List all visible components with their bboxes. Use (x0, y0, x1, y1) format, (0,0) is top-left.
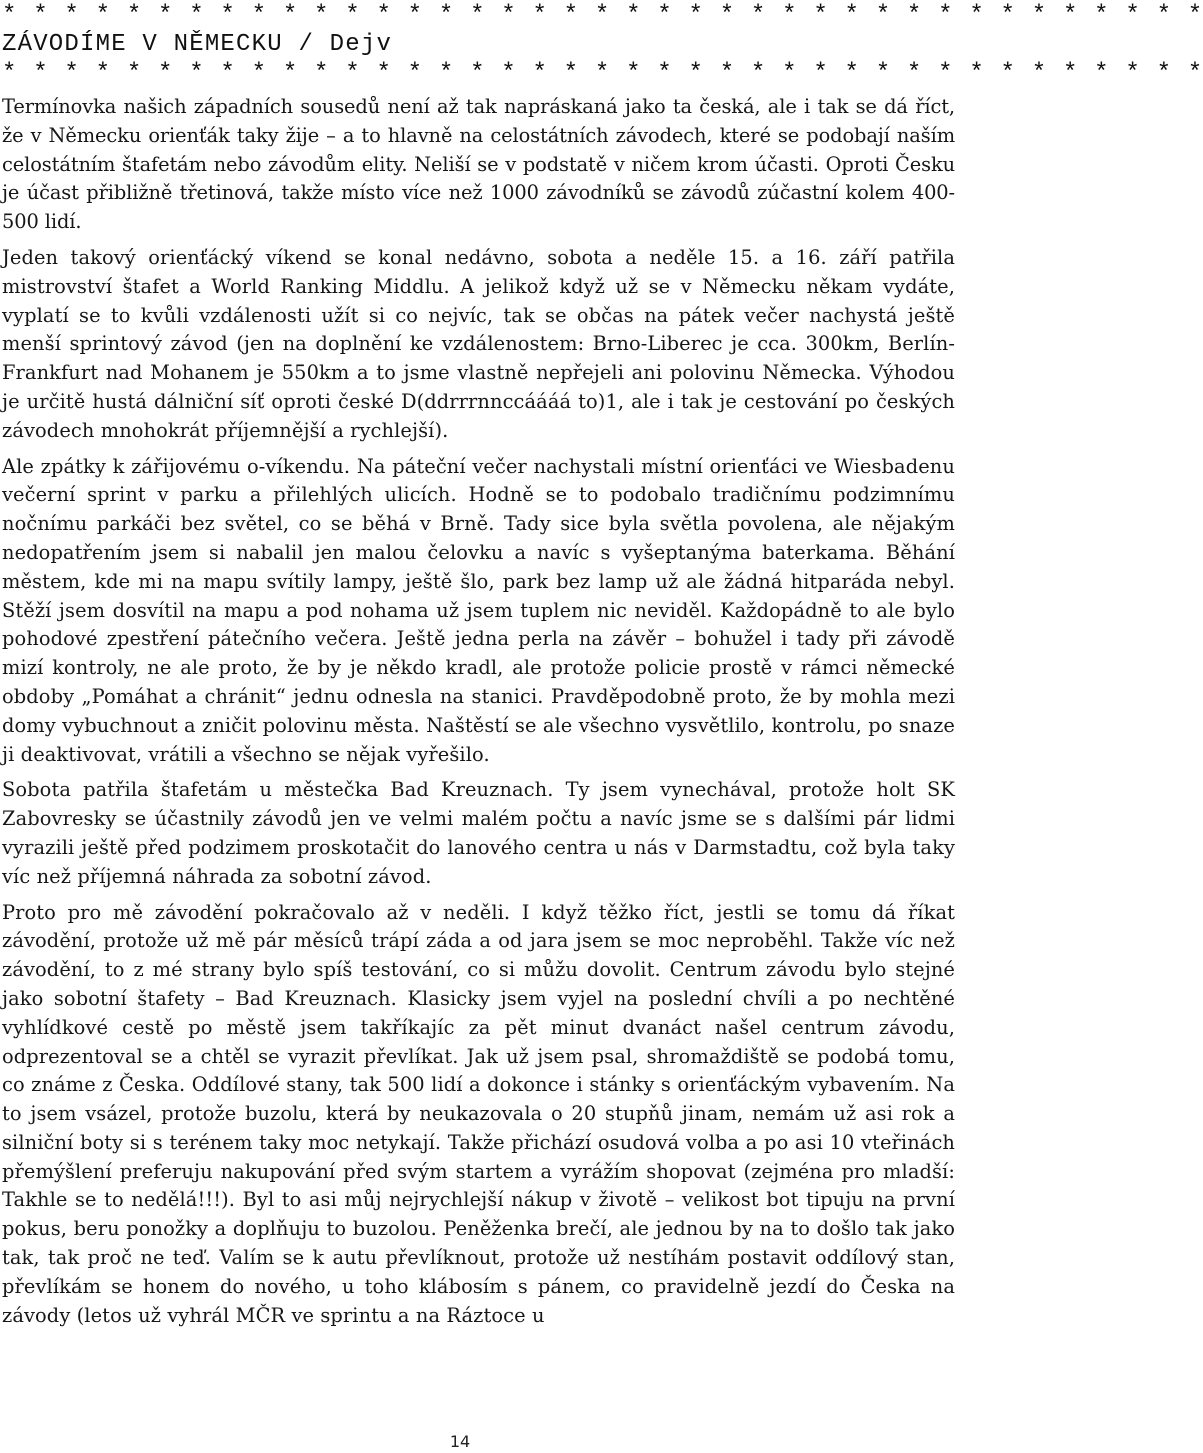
paragraph-sunday-race: Proto pro mě závodění pokračovalo až v neděli. I když těžko říct, jestli se tomu dá říkat závodění, protože už mě pár měsíců trápí záda a od jara jsem se moc neproběhl. Takže víc než závodění, to z mé strany bylo spíš testování, co si můžu dovolit. Centrum závodu bylo stejné jako sobotní štafety – Bad Kreuznach. Klasicky jsem vyjel na poslední chvíli a po nechtěné vyhlídkové cestě po městě jsem takříkajíc za pět minut dvanáct našel centrum závodu, odprezentoval se a chtěl se vyrazit převlíkat. Jak už jsem psal, shromaždiště se podobá tomu, co známe z Česka. Oddílové stany, tak 500 lidí a dokonce i stánky s orienťáckým vybavením. Na to jsem vsázel, protože buzolu, která by neukazovala o 20 stupňů jinam, nemám už asi rok a silniční boty si s terénem taky moc netykají. Takže přichází osudová volba a po asi 10 vteřinách přemýšlení preferuju nakupování před svým startem a vyrážím shopovat (zejména pro mladší: Takhle se to nedělá!!!). Byl to asi můj nejrychlejší nákup v životě – velikost bot tipuju na první pokus, beru ponožky a doplňuju to buzolou. Peněženka brečí, ale jednou by na to došlo tak jako tak, tak proč ne teď. Valím se k autu převlíknout, protože už nestíhám postavit oddílový stan, převlíkám se honem do nového, u toho klábosím s pánem, co pravidelně jezdí do Česka na závody (letos už vyhrál MČR ve sprintu a na Ráztoce u (2, 900, 955, 1327)
paragraph-saturday-relay: Sobota patřila štafetám u městečka Bad Kreuznach. Ty jsem vynechával, protože holt SK Zabovresky se účastnily závodů jen ve velmi malém počtu a navíc jsme se s dalšími pár lidmi vyrazili ještě před podzimem proskotačit do lanového centra u nás v Darmstadtu, což byla taky víc než příjemná náhrada za sobotní závod. (2, 778, 955, 888)
paragraph-intro: Termínovka našich západních sousedů není až tak napráskaná jako ta česká, ale i tak se dá říct, že v Německu orienťák taky žije – a to hlavně na celostátních závodech, které se podobají naším celostátním štafetám nebo závodům elity. Neliší se v podstatě v ničem krom účasti. Oproti Česku je účast přibližně třetinová, takže místo více než 1000 závodníků se závodů zúčastní kolem 400-500 lidí. (2, 95, 955, 234)
paragraph-weekend: Jeden takový orienťácký víkend se konal nedávno, sobota a neděle 15. a 16. září patřila mistrovství štafet a World Ranking Middlu. A jelikož když už se v Německu někam vydáte, vyplatí se to kvůli vzdálenosti užít si co nejvíc, tak se občas na pátek večer nachystá ještě menší sprintový závod (jen na doplnění ke vzdálenostem: Brno-Liberec je cca. 300km, Berlín-Frankfurt nad Mohanem je 550km a to jsme vlastně nepřejeli ani polovinu Německa. Výhodou je určitě hustá dálniční síť oproti české D(ddrrrnnccáááá to)1, ale i tak je cestování po českých závodech mnohokrát příjemnější a rychlejší). (2, 245, 955, 442)
paragraph-friday-sprint: Ale zpátky k zářijovému o-víkendu. Na páteční večer nachystali místní orienťáci ve Wiesbadenu večerní sprint v parku a přilehlých ulicích. Hodně se to podobalo tradičnímu podzimnímu nočnímu parkáči bez světel, co se běhá v Brně. Tady sice byla světla povolena, ale nějakým nedopatřením jsem si nabalil jen malou čelovku a navíc s vyšeptanýma baterkama. Běhání městem, kde mi na mapu svítily lampy, ještě šlo, park bez lamp už ale žádná hitparáda nebyl. Stěží jsem dosvítil na mapu a pod nohama už jsem tuplem nic neviděl. Každopádně to ale bylo pohodové zpestření pátečního večera. Ještě jedna perla na závěr – bohužel i tady při závodě mizí kontroly, ne ale proto, že by je někdo kradl, ale protože policie prostě v rámci německé obdoby „Pomáhat a chránit“ jednu odnesla na stanici. Pravděpodobně proto, že by mohla mezi domy vybuchnout a zničit polovinu města. Naštěstí se ale všechno vysvětlilo, kontrolu, po snaze ji deaktivovat, vrátili a všechno se nějak vyřešilo. (2, 454, 955, 766)
header-stars-top: * * * * * * * * * * * * * * * * * * * * * * * * * * * * * * * * * * * * * * * (2, 2, 1203, 29)
header-stars-bottom: * * * * * * * * * * * * * * * * * * * * * * * * * * * * * * * * * * * * * * * (2, 60, 1203, 87)
article-body (2, 93, 955, 1337)
page-number: 14 (449, 1432, 471, 1451)
article-title: ZÁVODÍME V NĚMECKU / Dejv (2, 31, 393, 58)
